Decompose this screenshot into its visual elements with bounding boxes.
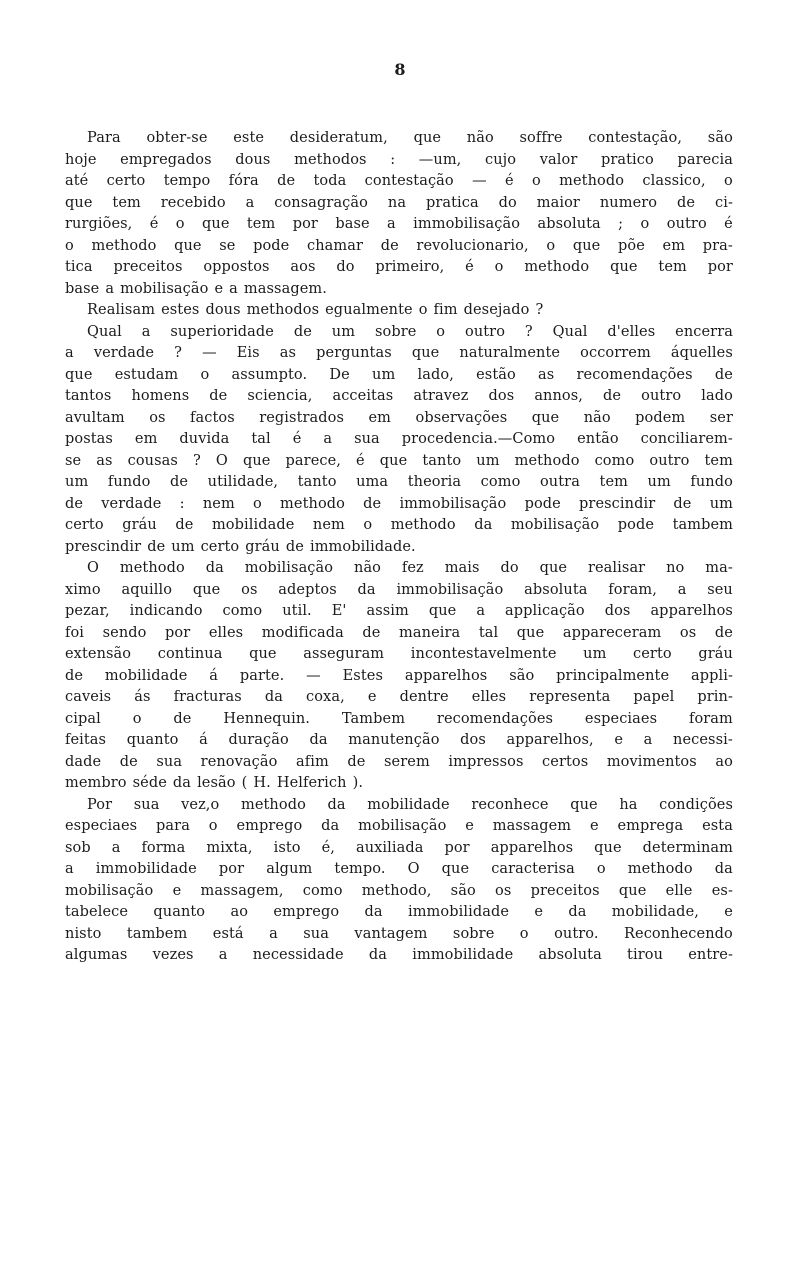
text-line: tica preceitos oppostos aos do primeiro, é o methodo que tem por	[65, 259, 733, 275]
text-line: dade de sua renovação afim de serem impressos certos movimentos ao	[65, 753, 733, 770]
text-line: Realisam estes dous methodos egualmente o fim desejado ?	[87, 302, 544, 318]
body-text	[65, 128, 733, 967]
text-line: de mobilidade á parte. — Estes apparelhos são principalmente appli-	[65, 667, 733, 684]
text-line: o methodo que se pode chamar de revolucionario, o que põe em pra-	[65, 237, 733, 254]
text-line: mobilisação e massagem, como methodo, são os preceitos que elle es-	[65, 882, 733, 899]
text-line: ximo aquillo que os adeptos da immobilisação absoluta foram, a seu	[65, 581, 733, 598]
text-line: especiaes para o emprego da mobilisação e massagem e emprega esta	[65, 818, 733, 834]
text-line: Qual a superioridade de um sobre o outro ? Qual d'elles encerra	[87, 323, 733, 340]
text-line: se as cousas ? O que parece, é que tanto um methodo como outro tem	[65, 452, 733, 469]
text-line: extensão continua que asseguram incontestavelmente um certo gráu	[65, 646, 733, 662]
text-line: de verdade : nem o methodo de immobilisação pode prescindir de um	[65, 495, 733, 512]
text-line: feitas quanto á duração da manutenção dos apparelhos, e a necessi-	[65, 732, 733, 748]
text-line: Para obter-se este desideratum, que não soffre contestação, são	[87, 130, 733, 146]
text-line: certo gráu de mobilidade nem o methodo da mobilisação pode tambem	[65, 517, 733, 533]
text-line: Por sua vez,o methodo da mobilidade reconhece que ha condições	[87, 796, 733, 813]
text-line: até certo tempo fóra de toda contestação — é o methodo classico, o	[65, 173, 733, 189]
text-line: hoje empregados dous methodos : —um, cujo valor pratico parecia	[65, 151, 733, 168]
text-line: prescindir de um certo gráu de immobilidade.	[65, 538, 416, 555]
text-line: tabelece quanto ao emprego da immobilidade e da mobilidade, e	[65, 904, 733, 920]
text-line: sob a forma mixta, isto é, auxiliada por apparelhos que determinam	[65, 839, 733, 856]
page-number: 8	[394, 60, 406, 79]
text-line: rurgiões, é o que tem por base a immobilisação absoluta ; o outro é	[65, 216, 733, 232]
text-line: um fundo de utilidade, tanto uma theoria como outra tem um fundo	[65, 474, 733, 490]
text-line: nisto tambem está a sua vantagem sobre o outro. Reconhecendo	[65, 925, 733, 942]
text-line: O methodo da mobilisação não fez mais do que realisar no ma-	[87, 560, 733, 576]
text-line: cipal o de Hennequin. Tambem recomendações especiaes foram	[65, 710, 733, 727]
text-line: base a mobilisação e a massagem.	[65, 280, 327, 297]
text-line: a verdade ? — Eis as perguntas que naturalmente occorrem áquelles	[65, 345, 733, 361]
text-line: postas em duvida tal é a sua procedencia.—Como então conciliarem-	[65, 431, 733, 447]
text-line: tantos homens de sciencia, acceitas atravez dos annos, de outro lado	[65, 388, 733, 404]
text-line: a immobilidade por algum tempo. O que caracterisa o methodo da	[65, 861, 733, 877]
text-line: algumas vezes a necessidade da immobilidade absoluta tirou entre-	[65, 947, 733, 963]
text-line: caveis ás fracturas da coxa, e dentre elles representa papel prin-	[65, 689, 733, 705]
text-line: membro séde da lesão ( H. Helferich ).	[65, 775, 364, 791]
text-line: avultam os factos registrados em observações que não podem ser	[65, 409, 733, 426]
text-line: que estudam o assumpto. De um lado, estão as recomendações de	[65, 366, 733, 383]
text-line: pezar, indicando como util. E' assim que a applicação dos apparelhos	[65, 603, 733, 619]
text-line: que tem recebido a consagração na pratica do maior numero de ci-	[65, 194, 733, 211]
text-line: foi sendo por elles modificada de maneira tal que appareceram os de	[65, 624, 733, 641]
